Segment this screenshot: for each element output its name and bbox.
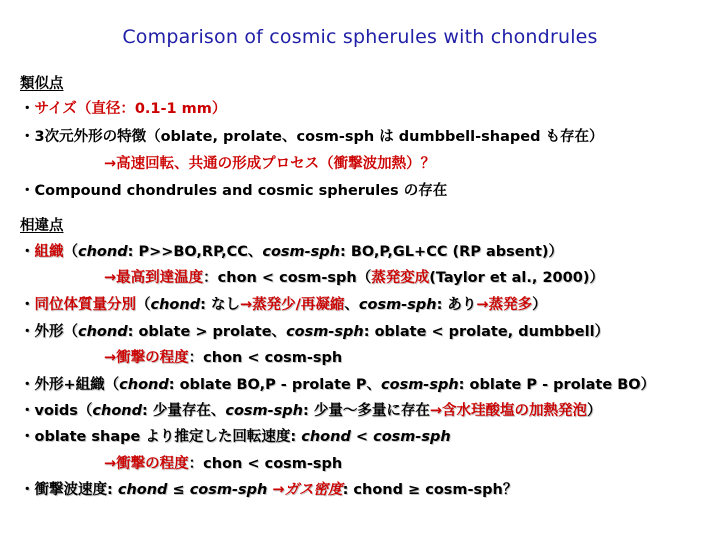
cosm-sph-term: cosm-sph — [373, 429, 451, 445]
text-span: < — [350, 429, 374, 445]
slide-title: Comparison of cosmic spherules with chondrules — [122, 26, 598, 48]
chond-term: chond — [119, 377, 169, 393]
compound-text: Compound chondrules and cosmic spherules の存在 — [34, 183, 448, 199]
text-span: : 少量～多量に存在 — [303, 403, 430, 419]
text-span: : oblate > prolate、 — [127, 324, 287, 340]
text-span: : 少量存在、 — [142, 403, 226, 419]
text-span: voids（ — [34, 403, 93, 419]
hydrous-silicate-text: →含水珪酸塩の加熱発泡 — [429, 403, 588, 419]
section-header-differences: 相違点 — [20, 218, 64, 234]
max-temperature-text: →最高到達温度 — [104, 270, 204, 286]
gas-density-text: →ガス密度 — [267, 482, 343, 498]
similarity-shape — [20, 127, 604, 147]
isotope-label: 同位体質量分別 — [34, 297, 136, 313]
texture-label: 組織 — [34, 244, 64, 260]
text-span: ：chon < cosm-sph（ — [203, 270, 372, 286]
difference-shape — [20, 322, 609, 342]
text-span: : なし — [200, 297, 240, 313]
cosm-sph-term: cosm-sph — [286, 324, 364, 340]
text-span: （ — [63, 244, 78, 260]
difference-shape-implication — [104, 348, 342, 368]
difference-texture — [20, 242, 563, 262]
chond-term: chond — [117, 482, 168, 498]
implication-text: →高速回転、共通の形成プロセス（衝撃波加熱）？ — [104, 156, 436, 172]
shock-degree-text: →衝撃の程度 — [104, 350, 189, 366]
text-span: : oblate < prolate, dumbbell） — [363, 324, 610, 340]
section-header-similarities: 類似点 — [20, 76, 64, 92]
bullet: ・ — [20, 244, 35, 260]
cosm-sph-term: cosm-sph — [381, 377, 459, 393]
text-span: oblate shape より推定した回転速度: — [34, 429, 302, 445]
text-span: 衝撃波速度: — [34, 482, 118, 498]
shock-degree-text: →衝撃の程度 — [104, 456, 189, 472]
similarity-compound — [20, 181, 447, 201]
difference-voids — [20, 401, 602, 421]
difference-isotope — [20, 295, 547, 315]
difference-rotation-implication — [104, 454, 342, 474]
bullet: ・ — [20, 297, 35, 313]
bullet: ・ — [20, 377, 35, 393]
text-span: 外形（ — [34, 324, 78, 340]
bullet: ・ — [20, 129, 35, 145]
high-evaporation-text: →蒸発多 — [476, 297, 533, 313]
text-span: (Taylor et al., 2000)） — [429, 270, 604, 286]
text-span: : P>>BO,RP,CC、 — [127, 244, 263, 260]
cosm-sph-term: cosm-sph — [189, 482, 268, 498]
difference-shape-texture — [20, 375, 655, 395]
text-span: : BO,P,GL+CC (RP absent)） — [340, 244, 564, 260]
difference-shock-velocity — [20, 480, 517, 500]
text-span: ≤ — [167, 482, 190, 498]
bullet: ・ — [20, 183, 35, 199]
cosm-sph-term: cosm-sph — [358, 297, 437, 313]
difference-rotation — [20, 427, 451, 447]
text-span: 、 — [344, 297, 359, 313]
text-span: （ — [136, 297, 151, 313]
text-span: ：chon < cosm-sph — [188, 350, 343, 366]
text-span: ） — [587, 403, 602, 419]
bullet: ・ — [20, 101, 35, 117]
text-span: ：chon < cosm-sph — [188, 456, 343, 472]
bullet: ・ — [20, 482, 35, 498]
low-evaporation-text: →蒸発少/再凝縮 — [239, 297, 345, 313]
size-text: サイズ（直径：0.1-1 mm） — [34, 101, 227, 117]
similarity-implication — [104, 154, 435, 174]
bullet: ・ — [20, 429, 35, 445]
text-span: : oblate BO,P - prolate P、 — [168, 377, 382, 393]
cosm-sph-term: cosm-sph — [262, 244, 341, 260]
text-span: : chond ≥ cosm-sph？ — [342, 482, 518, 498]
similarity-size — [20, 99, 226, 119]
bullet: ・ — [20, 403, 35, 419]
text-span: 外形+組織（ — [34, 377, 120, 393]
cosm-sph-term: cosm-sph — [225, 403, 304, 419]
chond-term: chond — [150, 297, 201, 313]
text-span: : あり — [436, 297, 477, 313]
chond-term: chond — [92, 403, 142, 419]
chond-term: chond — [78, 244, 128, 260]
chond-term: chond — [301, 429, 351, 445]
difference-texture-implication — [104, 268, 604, 288]
chond-term: chond — [78, 324, 128, 340]
shape-text: 3次元外形の特徴（oblate, prolate、cosm-sph は dumbbell-shaped も存在） — [34, 129, 604, 145]
text-span: : oblate P - prolate BO） — [458, 377, 656, 393]
evaporation-text: 蒸発変成 — [371, 270, 430, 286]
bullet: ・ — [20, 324, 35, 340]
text-span: ） — [532, 297, 547, 313]
